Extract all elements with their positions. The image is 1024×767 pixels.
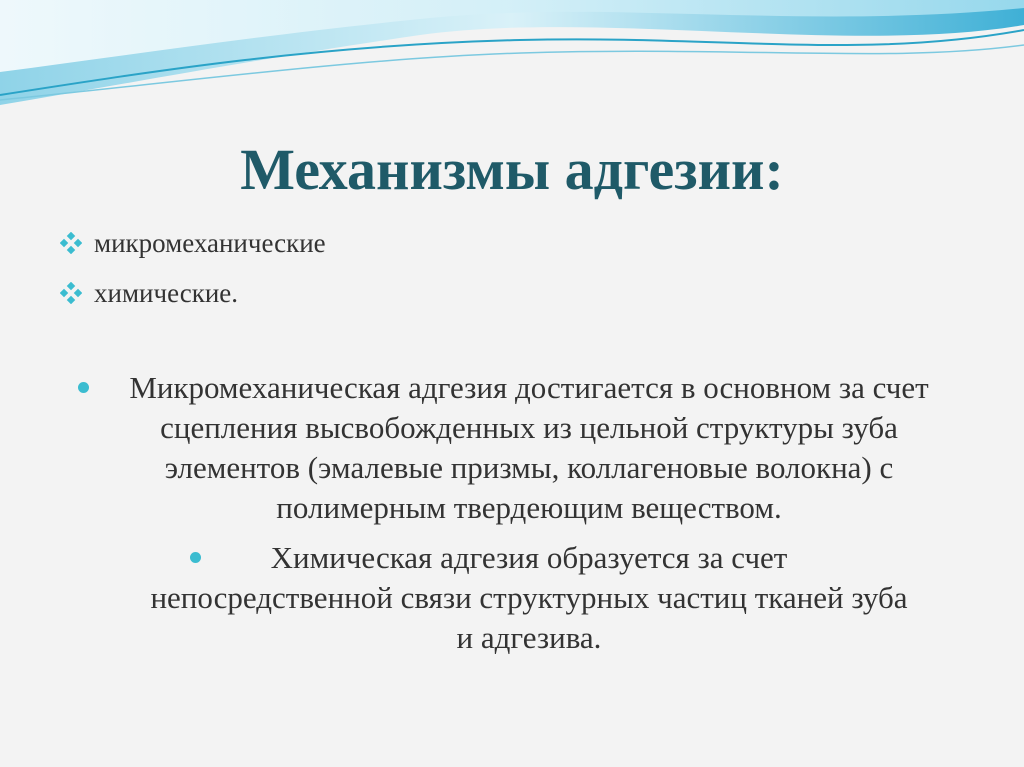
list-item-label: химические. [94,277,239,308]
diamond-pattern-icon [60,232,82,254]
bullet-text: Микромеханическая адгезия достигается в основном за счет сцепления высвобожденных из цельной структуры зуба элементов (эмалевые призмы, коллагеновые волокна) с полимерным твердеющим веществом. [129,370,929,525]
slide-title: Механизмы адгезии: [240,136,784,202]
list-item [60,218,326,268]
dot-icon [190,552,201,563]
decorative-wave [0,0,1024,110]
bullet-text: Химическая адгезия образуется за счет непосредственной связи структурных частиц тканей зуба и адгезива. [150,540,908,655]
bullet-item [60,368,970,528]
diamond-pattern-icon [60,282,82,304]
list-item-label: микромеханические [94,227,326,258]
diamond-list [60,218,326,318]
bullet-list [60,368,970,668]
dot-icon [78,382,89,393]
list-item [60,268,326,318]
bullet-item [60,538,970,658]
